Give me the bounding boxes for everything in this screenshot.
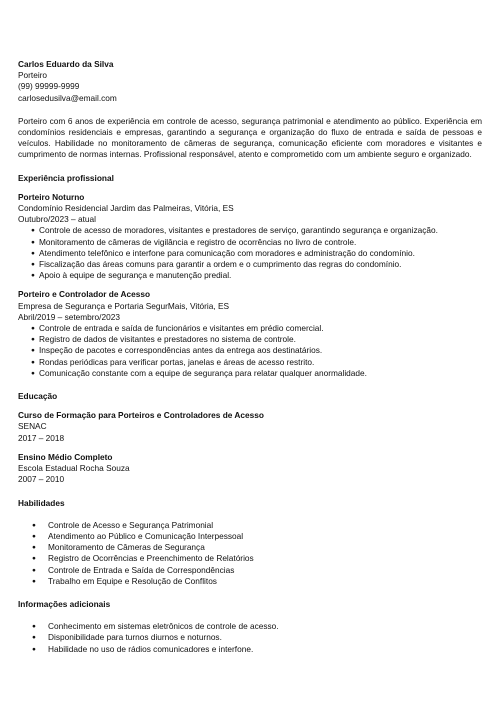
job-period: Abril/2019 – setembro/2023: [18, 311, 120, 322]
section-title-additional-info: Informações adicionais: [18, 598, 111, 609]
job-title: Porteiro Noturno: [18, 191, 85, 202]
list-item: ● Comunicação constante com a equipe de segurança para relatar qualquer anormalidade.: [18, 368, 482, 379]
job-entry: [18, 289, 482, 379]
job-company: Empresa de Segurança e Portaria SegurMais, Vitória, ES: [18, 300, 230, 311]
education-entry: [18, 452, 482, 486]
job-duties-list: [18, 323, 482, 379]
section-title-skills: Habilidades: [18, 497, 65, 508]
school-name: SENAC: [18, 421, 47, 432]
job-entry: [18, 192, 482, 282]
job-company: Condomínio Residencial Jardim das Palmeiras, Vitória, ES: [18, 203, 234, 214]
education-period: 2007 – 2010: [18, 474, 65, 485]
list-item: ● Trabalho em Equipe e Resolução de Conflitos: [18, 576, 482, 587]
list-item: ● Apoio à equipe de segurança e manutenção predial.: [18, 270, 482, 281]
section-title-experience: Experiência profissional: [18, 172, 114, 183]
contact-header: [18, 59, 482, 104]
list-item: ● Controle de Acesso e Segurança Patrimonial: [18, 520, 482, 531]
list-item: ● Controle de Entrada e Saída de Correspondências: [18, 565, 482, 576]
course-name: Curso de Formação para Porteiros e Controladores de Acesso: [18, 410, 264, 421]
candidate-name: Carlos Eduardo da Silva: [18, 59, 114, 69]
list-item: ● Atendimento ao Público e Comunicação Interpessoal: [18, 531, 482, 542]
course-name: Ensino Médio Completo: [18, 451, 113, 462]
additional-info-list: [18, 621, 482, 655]
skills-list: [18, 520, 482, 587]
list-item: ● Monitoramento de Câmeras de Segurança: [18, 542, 482, 553]
email-address: carlosedusilva@email.com: [18, 92, 117, 103]
list-item: ● Controle de acesso de moradores, visitantes e prestadores de serviço, garantindo segurança e organização.: [18, 225, 482, 236]
list-item: ● Monitoramento de câmeras de vigilância e registro de ocorrências no livro de controle.: [18, 237, 482, 248]
job-title: Porteiro e Controlador de Acesso: [18, 289, 151, 300]
phone-number: (99) 99999-9999: [18, 81, 80, 92]
job-period: Outubro/2023 – atual: [18, 214, 96, 225]
school-name: Escola Estadual Rocha Souza: [18, 463, 130, 474]
education-entry: [18, 410, 482, 444]
list-item: ● Registro de Ocorrências e Preenchimento de Relatórios: [18, 553, 482, 564]
list-item: ● Conhecimento em sistemas eletrônicos de controle de acesso.: [18, 621, 482, 632]
section-title-education: Educação: [18, 391, 58, 402]
education-period: 2017 – 2018: [18, 432, 65, 443]
professional-summary: Porteiro com 6 anos de experiência em controle de acesso, segurança patrimonial e atendimento ao público. Experiência em condomínios residenciais e empresas, garantindo a segurança e organização do fluxo de entrada e saída de pessoas e veículos. Habilidade no monitoramento de câmeras de segurança, comunicação eficiente com moradores e visitantes e cumprimento de normas internas. Profissional responsável, atento e comprometido com um ambiente seguro e organizado.: [18, 115, 482, 160]
list-item: ● Inspeção de pacotes e correspondências antes da entrega aos destinatários.: [18, 345, 482, 356]
list-item: ● Disponibilidade para turnos diurnos e noturnos.: [18, 632, 482, 643]
list-item: ● Habilidade no uso de rádios comunicadores e interfone.: [18, 644, 482, 655]
list-item: ● Registro de dados de visitantes e prestadores no sistema de controle.: [18, 334, 482, 345]
list-item: ● Controle de entrada e saída de funcionários e visitantes em prédio comercial.: [18, 323, 482, 334]
job-duties-list: [18, 225, 482, 281]
list-item: ● Atendimento telefônico e interfone para comunicação com moradores e administração do condomínio.: [18, 248, 482, 259]
candidate-role: Porteiro: [18, 70, 48, 81]
list-item: ● Fiscalização das áreas comuns para garantir a ordem e o cumprimento das regras do condomínio.: [18, 259, 482, 270]
list-item: ● Rondas periódicas para verificar portas, janelas e áreas de acesso restrito.: [18, 357, 482, 368]
